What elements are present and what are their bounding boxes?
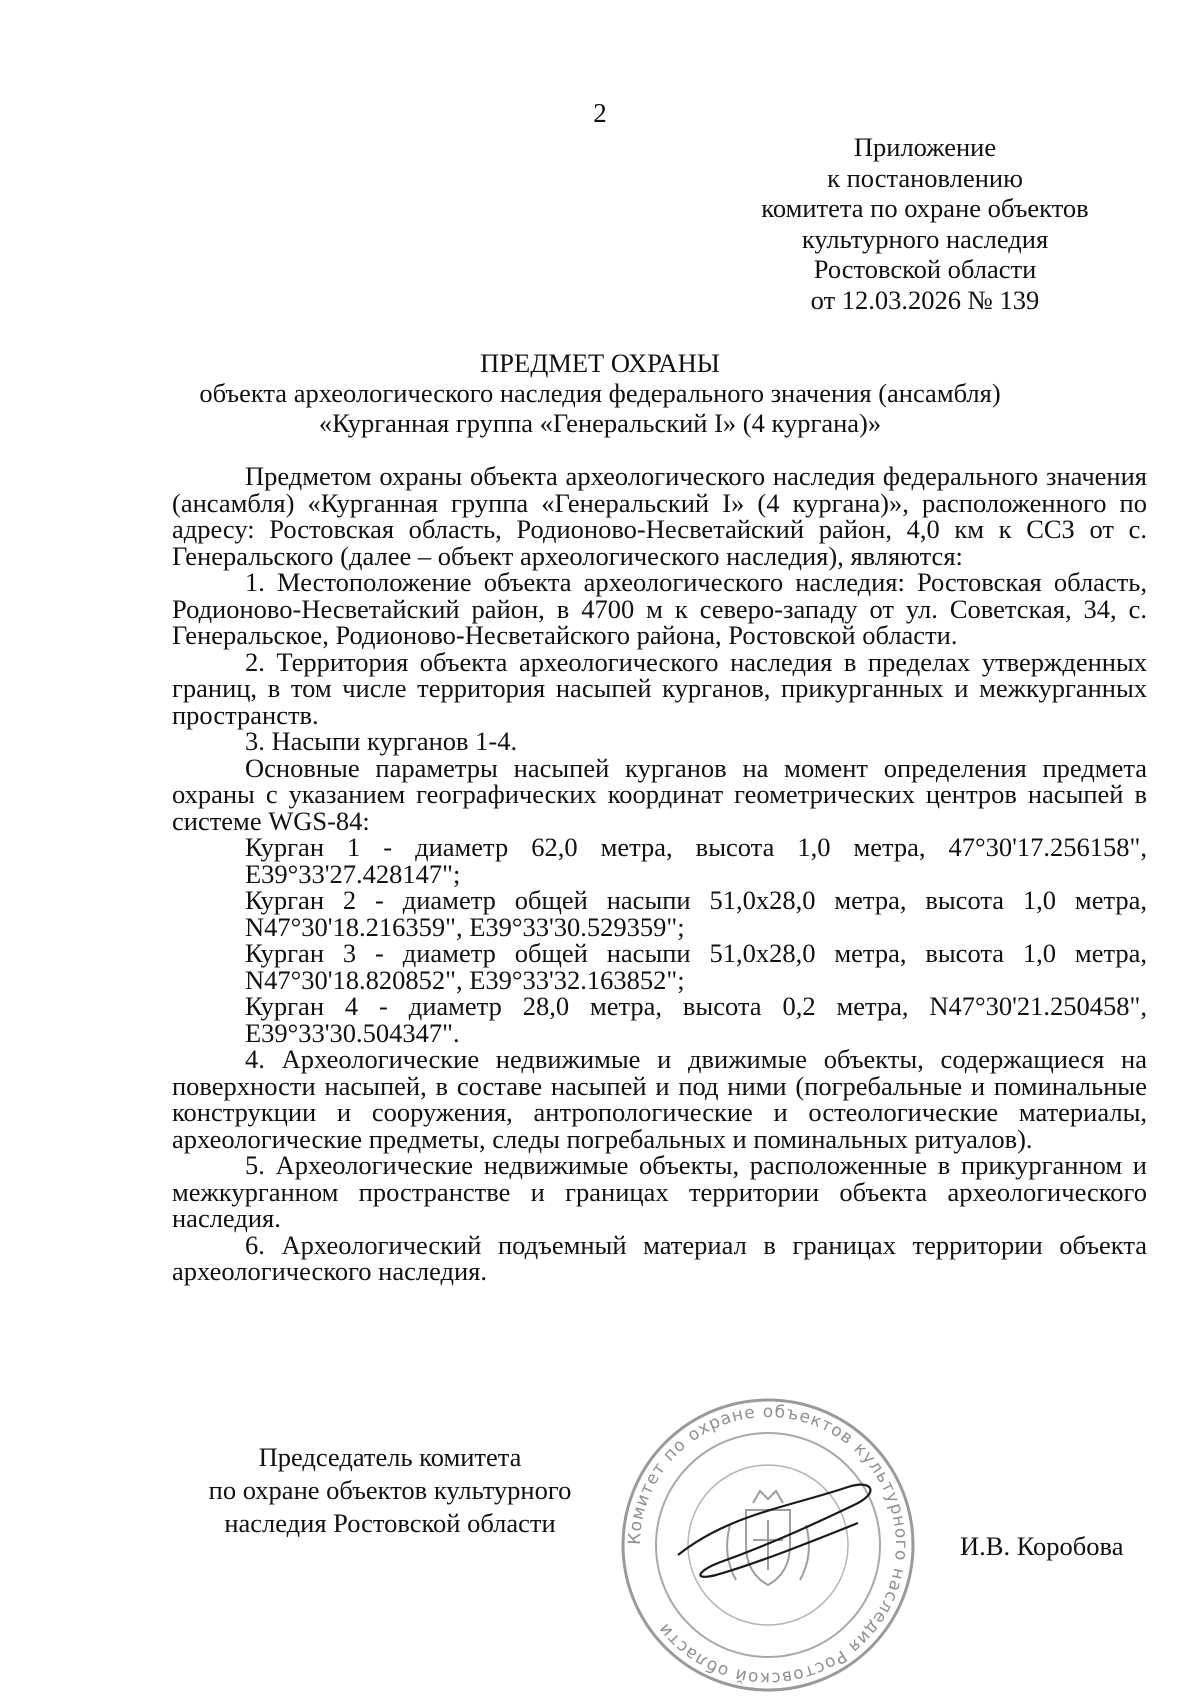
appendix-header <box>760 132 1090 315</box>
stamp-text-path: Комитет по охране объектов культурного наследия Ростовской области <box>624 1401 912 1689</box>
signatory-position <box>180 1441 600 1540</box>
page-number: 2 <box>593 98 607 128</box>
item-2: 2. Территория объекта археологического наследия в пределах утвержденных границ, в том числе территория насыпей курганов, прикурганных и межкурганных пространств. <box>172 646 1147 730</box>
params-paragraph: Основные параметры насыпей курганов на момент определения предмета охраны с указанием географических координат геометрических центров насыпей в системе WGS-84: <box>172 752 1147 836</box>
position-line: наследия Ростовской области <box>224 1508 556 1538</box>
kurgan-2: Курган 2 - диаметр общей насыпи 51,0х28,0 метра, высота 1,0 метра, N47°30'18.216359", E39°33'30.529359"; <box>245 885 1147 942</box>
signature-scribble <box>678 1485 870 1577</box>
appendix-line: культурного наследия <box>801 223 1049 254</box>
kurgan-3: Курган 3 - диаметр общей насыпи 51,0х28,0 метра, высота 1,0 метра, N47°30'18.820852", E39°33'32.163852"; <box>245 938 1147 995</box>
coat-of-arms-icon <box>727 1491 809 1585</box>
intro-paragraph: Предметом охраны объекта археологического наследия федерального значения (ансамбля) «Курганная группа «Генеральский I» (4 кургана)», расположенного по адресу: Ростовская область, Родионово-Несветайский район, 4,0 км к ССЗ от с. Генеральского (далее – объект археологического наследия), являются: <box>172 461 1147 571</box>
document-body <box>172 463 1147 1285</box>
item-3: 3. Насыпи курганов 1-4. <box>245 726 518 756</box>
item-6: 6. Археологический подъемный материал в границах территории объекта археологического наследия. <box>172 1229 1147 1286</box>
appendix-line: Приложение <box>853 132 997 162</box>
kurgan-1: Курган 1 - диаметр 62,0 метра, высота 1,0 метра, 47°30'17.256158", E39°33'27.428147"; <box>245 832 1147 889</box>
title-heading: ПРЕДМЕТ ОХРАНЫ <box>480 348 720 378</box>
title-line: объекта археологического наследия федерального значения (ансамбля) <box>199 378 1001 408</box>
item-4: 4. Археологические недвижимые и движимые объекты, содержащиеся на поверхности насыпей, в составе насыпей и под ними (погребальные и поминальные конструкции и сооружения, антропологические и остеологические материалы, археологические предметы, следы погребальных и поминальных ритуалов). <box>172 1044 1147 1154</box>
appendix-line: к постановлению <box>827 162 1023 193</box>
title-line: «Курганная группа «Генеральский I» (4 кургана)» <box>318 408 882 438</box>
appendix-line: Ростовской области <box>813 254 1037 284</box>
official-stamp <box>618 1395 918 1695</box>
kurgan-4: Курган 4 - диаметр 28,0 метра, высота 0,2 метра, N47°30'21.250458", E39°33'30.504347". <box>245 991 1147 1048</box>
position-line: Председатель комитета <box>258 1442 522 1472</box>
appendix-line: от 12.03.2026 № 139 <box>810 284 1040 315</box>
position-line: по охране объектов культурного <box>208 1475 572 1505</box>
item-5: 5. Археологические недвижимые объекты, расположенные в прикурганном и межкурганном пространстве и границах территории объекта археологического наследия. <box>172 1150 1147 1233</box>
appendix-line: комитета по охране объектов <box>761 193 1089 223</box>
item-1: 1. Местоположение объекта археологического наследия: Ростовская область, Родионово-Несветайский район, в 4700 м к северо-западу от ул. Советская, 34, с. Генеральское, Родионово-Несветайского района, Ростовской области. <box>172 567 1147 650</box>
signer-name: И.В. Коробова <box>960 1531 1124 1561</box>
document-title <box>0 348 1200 438</box>
